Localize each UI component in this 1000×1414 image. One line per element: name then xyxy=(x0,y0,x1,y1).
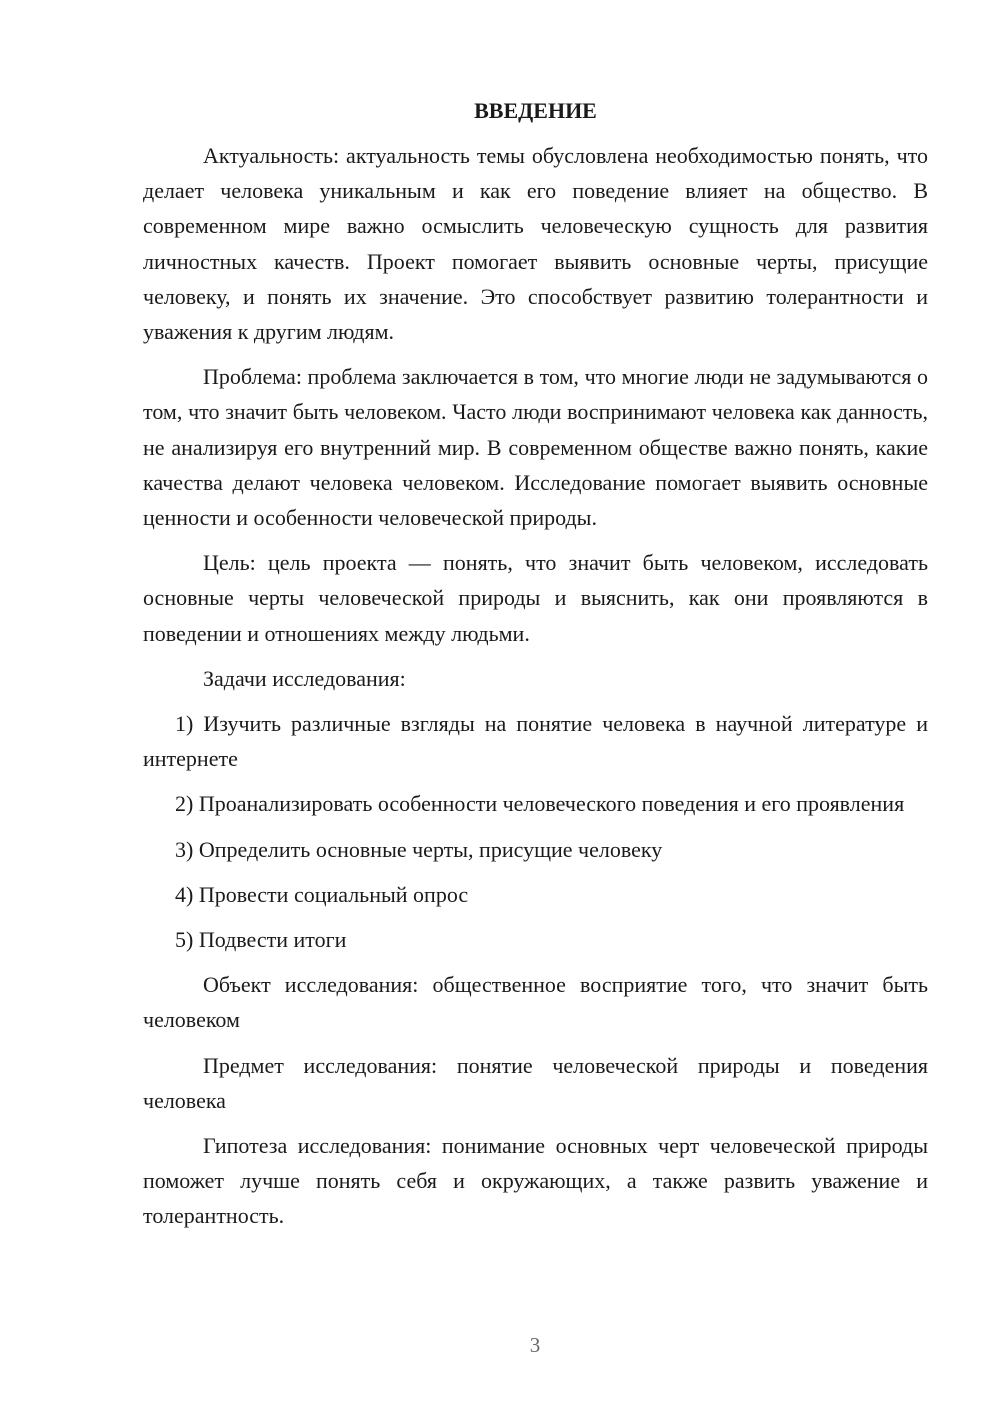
paragraph-relevance: Актуальность: актуальность темы обусловлена необходимостью понять, что делает человека уникальным и как его поведение влияет на общество. В современном мире важно осмыслить человеческую сущность для развития личностных качеств. Проект помогает выявить основные черты, присущие человеку, и понять их значение. Это способствует развитию толерантности и уважения к другим людям. xyxy=(143,143,928,345)
paragraph-problem: Проблема: проблема заключается в том, что многие люди не задумываются о том, что значит быть человеком. Часто люди воспринимают человека как данность, не анализируя его внутренний мир. В современном обществе важно понять, какие качества делают человека человеком. Исследование помогает выявить основные ценности и особенности человеческой природы. xyxy=(143,364,928,531)
task-item-5: 5) Подвести итоги xyxy=(175,927,347,953)
task-item-3: 3) Определить основные черты, присущие человеку xyxy=(175,836,663,862)
paragraph-tasks-heading: Задачи исследования: xyxy=(203,665,406,691)
paragraph-goal: Цель: цель проекта — понять, что значит быть человеком, исследовать основные черты человеческой природы и выяснить, как они проявляются в поведении и отношениях между людьми. xyxy=(143,550,928,646)
task-item-4: 4) Провести социальный опрос xyxy=(175,881,469,907)
section-title: ВВЕДЕНИЕ xyxy=(474,98,597,123)
page-content xyxy=(143,93,928,1244)
paragraph-subject: Предмет исследования: понятие человеческой природы и поведения человека xyxy=(143,1052,928,1113)
paragraph-hypothesis: Гипотеза исследования: понимание основных черт человеческой природы поможет лучше понять себя и окружающих, а также развить уважение и толерантность. xyxy=(143,1133,928,1229)
task-item-1: 1) Изучить различные взгляды на понятие человека в научной литературе и интернете xyxy=(143,711,928,772)
paragraph-object: Объект исследования: общественное восприятие того, что значит быть человеком xyxy=(143,972,928,1033)
task-item-2: 2) Проанализировать особенности человеческого поведения и его проявления xyxy=(175,791,905,817)
page-number: 3 xyxy=(529,1333,541,1357)
